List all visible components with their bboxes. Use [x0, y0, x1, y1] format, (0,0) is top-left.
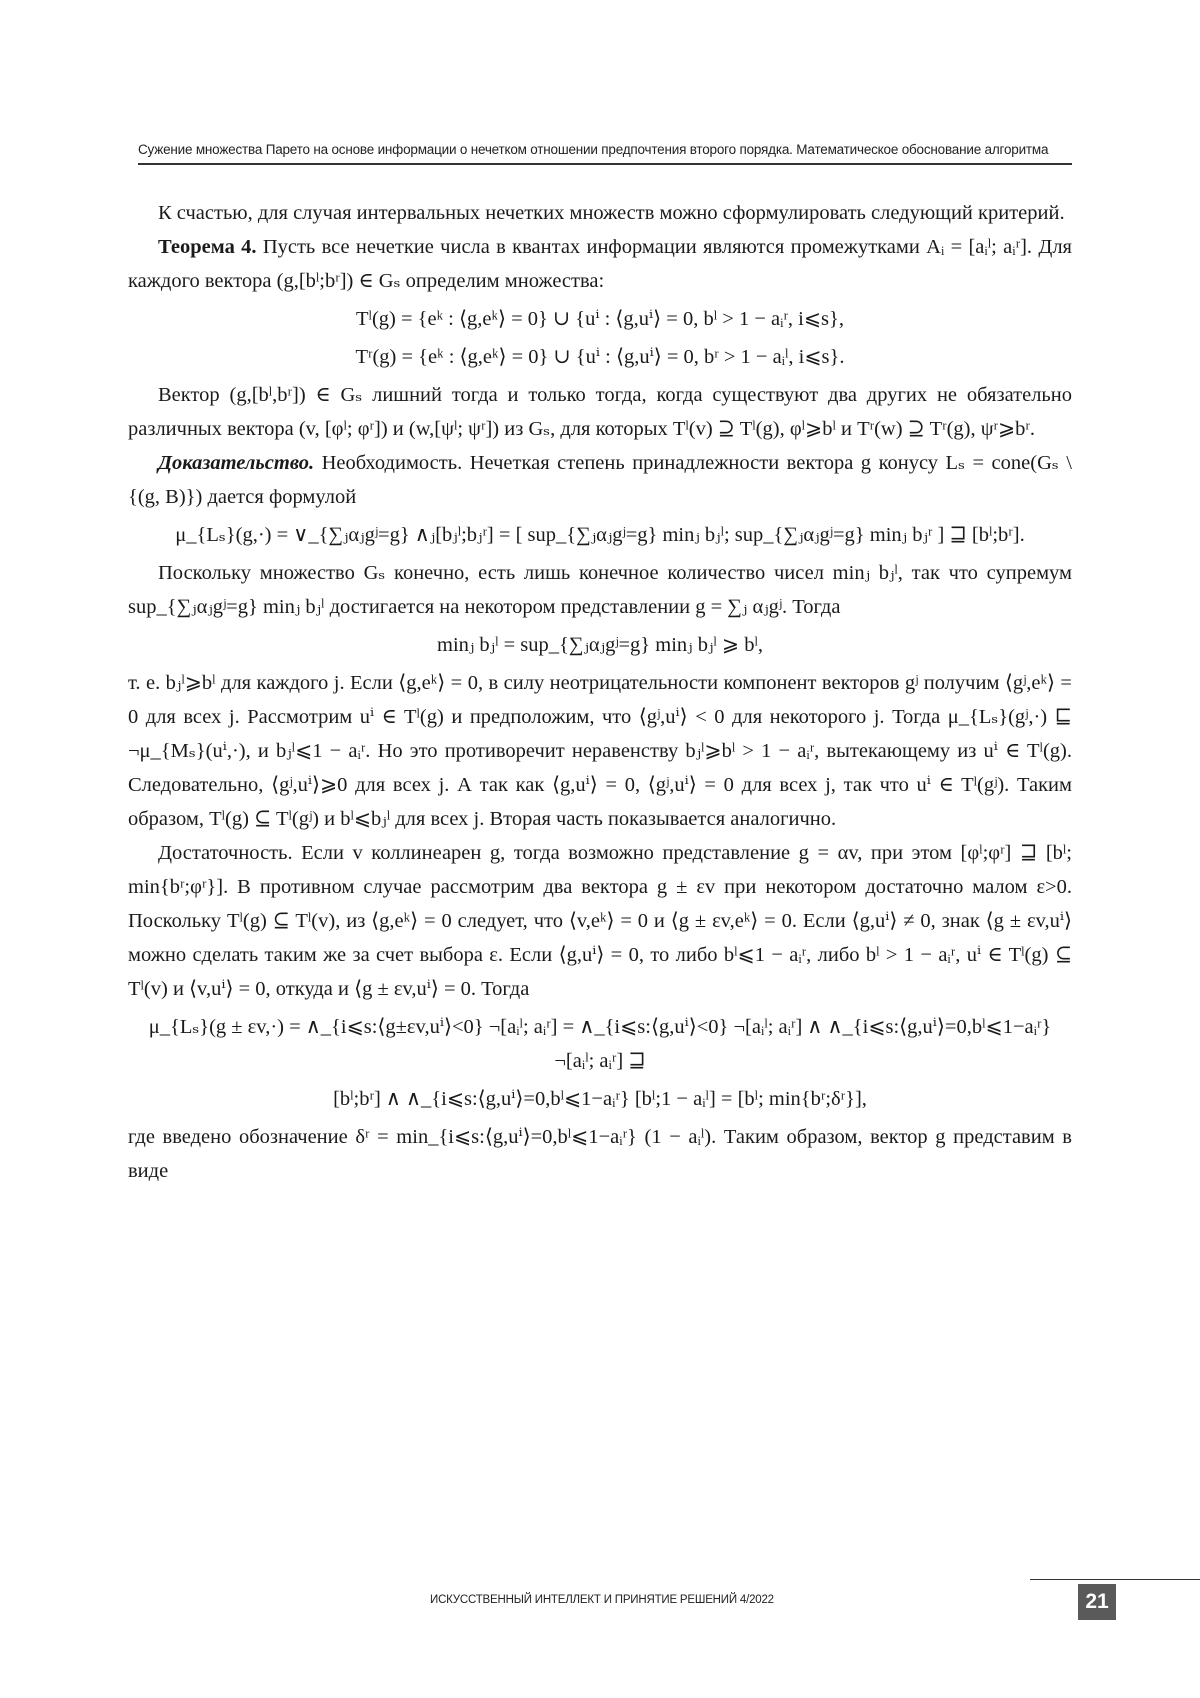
running-title: Сужение множества Парето на основе информации о нечетком отношении предпочтения второго порядка. Математическое обоснование алгоритма: [138, 142, 1049, 157]
page-number: 21: [1078, 1584, 1116, 1620]
equation-min: minⱼ bⱼˡ = sup_{∑ⱼαⱼgʲ=g} minⱼ bⱼˡ ⩾ bˡ,: [437, 634, 763, 656]
paragraph-sufficiency: Достаточность. Если v коллинеарен g, тогда возможно представление g = αv, при этом [φˡ;φʳ] ⊒ [bˡ; min{bʳ;φʳ}]. В противном случае рассмотрим два вектора g ± εv при некотором достаточно малом ε>0. Поскольку Tˡ(g) ⊆ Tˡ(v), из ⟨g,eᵏ⟩ = 0 следует, что ⟨v,eᵏ⟩ = 0 и ⟨g ± εv,eᵏ⟩ = 0. Если ⟨g,uⁱ⟩ ≠ 0, знак ⟨g ± εv,uⁱ⟩ можно сделать таким же за счет выбора ε. Если ⟨g,uⁱ⟩ = 0, то либо bˡ⩽1 − aᵢʳ, либо bˡ > 1 − aᵢʳ, uⁱ ∈ Tˡ(g) ⊆ Tˡ(v) и ⟨v,uⁱ⟩ = 0, откуда и ⟨g ± εv,uⁱ⟩ = 0. Тогда: [128, 842, 1072, 1000]
equation-mu2-line1: μ_{Lₛ}(g ± εv,·) = ∧_{i⩽s:⟨g±εv,uⁱ⟩<0} ¬[aᵢˡ; aᵢʳ] = ∧_{i⩽s:⟨g,uⁱ⟩<0} ¬[aᵢˡ; aᵢʳ] ∧ ∧_{i⩽s:⟨g,uⁱ⟩=0,bˡ⩽1−aᵢʳ} ¬[aᵢˡ; aᵢʳ] ⊒: [148, 1016, 1052, 1072]
paragraph-te: т. е. bⱼˡ⩾bˡ для каждого j. Если ⟨g,eᵏ⟩ = 0, в силу неотрицательности компонент векторов gʲ получим ⟨gʲ,eᵏ⟩ = 0 для всех j. Рассмотрим uⁱ ∈ Tˡ(g) и предположим, что ⟨gʲ,uⁱ⟩ < 0 для некоторого j. Тогда μ_{Lₛ}(gʲ,·) ⊑ ¬μ_{Mₛ}(uⁱ,·), и bⱼˡ⩽1 − aᵢʳ. Но это противоречит неравенству bⱼˡ⩾bˡ > 1 − aᵢʳ, вытекающему из uⁱ ∈ Tˡ(g). Следовательно, ⟨gʲ,uⁱ⟩⩾0 для всех j. А так как ⟨g,uⁱ⟩ = 0, ⟨gʲ,uⁱ⟩ = 0 для всех j, так что uⁱ ∈ Tˡ(gʲ). Таким образом, Tˡ(g) ⊆ Tˡ(gʲ) и bˡ⩽bⱼˡ для всех j. Вторая часть показывается аналогично.: [128, 672, 1072, 830]
paragraph-intro: К счастью, для случая интервальных нечетких множеств можно сформулировать следующий критерий.: [158, 202, 1065, 224]
proof-text: Необходимость. Нечеткая степень принадлежности вектора g конусу Lₛ = cone(Gₛ \ {(g, B)}) дается формулой: [128, 452, 1072, 508]
paragraph-vector: Вектор (g,[bˡ,bʳ]) ∈ Gₛ лишний тогда и только тогда, когда существуют два других не обязательно различных вектора (v, [φˡ; φʳ]) и (w,[ψˡ; ψʳ]) из Gₛ, для которых Tˡ(v) ⊇ Tˡ(g), φˡ⩾bˡ и Tʳ(w) ⊇ Tʳ(g), ψʳ⩾bʳ.: [128, 384, 1072, 440]
footer-rule: [1030, 1579, 1200, 1580]
header-rule: [138, 163, 1072, 165]
equation-mu: μ_{Lₛ}(g,·) = ∨_{∑ⱼαⱼgʲ=g} ∧ⱼ[bⱼˡ;bⱼʳ] = [ sup_{∑ⱼαⱼgʲ=g} minⱼ bⱼˡ; sup_{∑ⱼαⱼgʲ=g} minⱼ bⱼʳ ] ⊒ [bˡ;bʳ].: [175, 524, 1025, 546]
article-body: [128, 196, 1072, 1188]
theorem-label: Теорема 4.: [158, 236, 257, 258]
paragraph-last: где введено обозначение δʳ = min_{i⩽s:⟨g,uⁱ⟩=0,bˡ⩽1−aᵢʳ} (1 − aᵢˡ). Таким образом, вектор g представим в виде: [128, 1126, 1072, 1182]
theorem-text: Пусть все нечеткие числа в квантах информации являются промежутками Aᵢ = [aᵢˡ; aᵢʳ]. Для каждого вектора (g,[bˡ;bʳ]) ∈ Gₛ определим множества:: [128, 236, 1072, 292]
paragraph-since: Поскольку множество Gₛ конечно, есть лишь конечное количество чисел minⱼ bⱼˡ, так что супремум sup_{∑ⱼαⱼgʲ=g} minⱼ bⱼˡ достигается на некотором представлении g = ∑ⱼ αⱼgʲ. Тогда: [128, 562, 1072, 618]
proof-label: Доказательство.: [158, 452, 315, 474]
proof-paragraph: [128, 446, 1072, 514]
equation-mu2-line2: [bˡ;bʳ] ∧ ∧_{i⩽s:⟨g,uⁱ⟩=0,bˡ⩽1−aᵢʳ} [bˡ;1 − aᵢˡ] = [bˡ; min{bʳ;δʳ}],: [333, 1088, 867, 1110]
equation-Tr: Tʳ(g) = {eᵏ : ⟨g,eᵏ⟩ = 0} ∪ {uⁱ : ⟨g,uⁱ⟩ = 0, bʳ > 1 − aᵢˡ, i⩽s}.: [355, 346, 845, 368]
equation-Tl: Tˡ(g) = {eᵏ : ⟨g,eᵏ⟩ = 0} ∪ {uⁱ : ⟨g,uⁱ⟩ = 0, bˡ > 1 − aᵢʳ, i⩽s},: [356, 308, 844, 330]
theorem-paragraph: [128, 230, 1072, 298]
journal-footer: ИСКУССТВЕННЫЙ ИНТЕЛЛЕКТ И ПРИНЯТИЕ РЕШЕНИЙ 4/2022: [430, 1594, 774, 1606]
